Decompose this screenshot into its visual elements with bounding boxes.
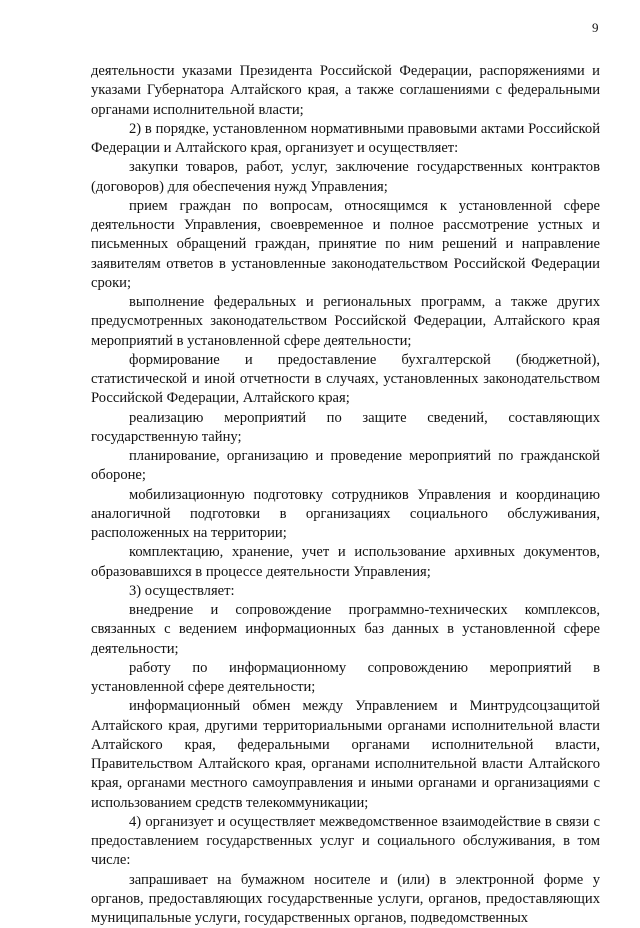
paragraph: внедрение и сопровождение программно-технических комплексов, связанных с ведением информационных баз данных в установленной сфере деятельности; [91,601,600,659]
paragraph: мобилизационную подготовку сотрудников Управления и координацию аналогичной подготовки в организациях социального обслуживания, расположенных на территории; [91,486,600,544]
paragraph: запрашивает на бумажном носителе и (или) в электронной форме у органов, предоставляющих государственные услуги, органов, предоставляющих муниципальные услуги, государственных органов, подведомственных [91,871,600,928]
paragraph: реализацию мероприятий по защите сведений, составляющих государственную тайну; [91,409,600,448]
paragraph: 3) осуществляет: [91,582,600,601]
paragraph: планирование, организацию и проведение мероприятий по гражданской обороне; [91,447,600,486]
paragraph: работу по информационному сопровождению мероприятий в установленной сфере деятельности; [91,659,600,698]
paragraph: выполнение федеральных и региональных программ, а также других предусмотренных законодательством Российской Федерации, Алтайского края мероприятий в установленной сфере деятельности; [91,293,600,351]
paragraph: деятельности указами Президента Российской Федерации, распоряжениями и указами Губернатора Алтайского края, а также соглашениями с федеральными органами исполнительной власти; [91,62,600,120]
document-body [91,62,600,928]
paragraph: закупки товаров, работ, услуг, заключение государственных контрактов (договоров) для обеспечения нужд Управления; [91,158,600,197]
paragraph: информационный обмен между Управлением и Минтрудсоцзащитой Алтайского края, другими территориальными органами исполнительной власти Алтайского края, федеральными органами исполнительной власти, Правительством Алтайского края, органами исполнительной власти Алтайского края, органами местного самоуправления и иными органами и организациями с использованием средств телекоммуникации; [91,697,600,813]
paragraph: прием граждан по вопросам, относящимся к установленной сфере деятельности Управления, своевременное и полное рассмотрение устных и письменных обращений граждан, принятие по ним решений и направление заявителям ответов в установленные законодательством Российской Федерации сроки; [91,197,600,293]
paragraph: 4) организует и осуществляет межведомственное взаимодействие в связи с предоставлением государственных услуг и социального обслуживания, в том числе: [91,813,600,871]
paragraph: формирование и предоставление бухгалтерской (бюджетной), статистической и иной отчетности в случаях, установленных законодательством Российской Федерации, Алтайского края; [91,351,600,409]
page-number: 9 [592,20,599,36]
paragraph: 2) в порядке, установленном нормативными правовыми актами Российской Федерации и Алтайского края, организует и осуществляет: [91,120,600,159]
paragraph: комплектацию, хранение, учет и использование архивных документов, образовавшихся в процессе деятельности Управления; [91,543,600,582]
